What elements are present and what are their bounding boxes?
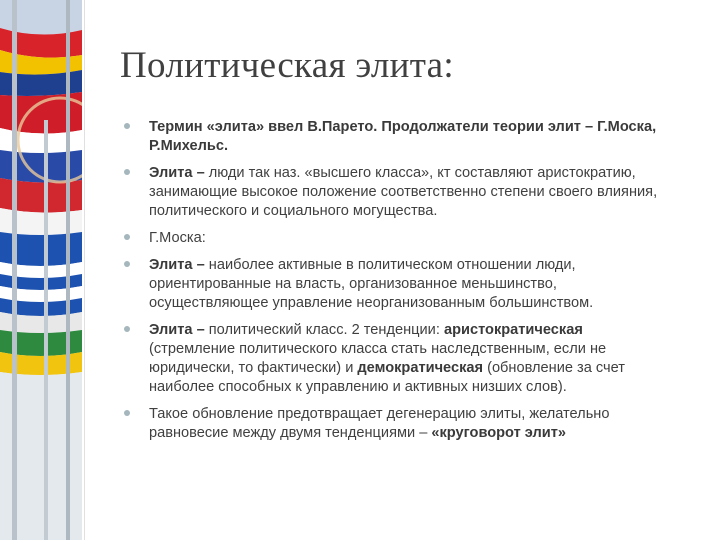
bullet-item (120, 321, 660, 397)
bold-text: Элита – (149, 322, 209, 338)
bullet-item (120, 256, 660, 313)
body-text: (стремление политического класса стать наследственным, если не юридически, то фактически) и (149, 341, 607, 376)
body-text: политический класс. 2 тенденции: (208, 322, 444, 338)
bullet-item (120, 229, 660, 248)
bold-text: «круговорот элит» (431, 425, 567, 441)
bold-text: Элита – (149, 257, 209, 273)
bullet-dot-icon (124, 410, 130, 416)
divider-line (84, 0, 85, 540)
bold-text: демократическая (357, 360, 484, 376)
body-text: (обновление за счет наиболее способных к управлению и активных низших слов). (149, 360, 625, 395)
bullet-dot-icon (124, 326, 130, 332)
bullet-list (120, 118, 660, 451)
slide-title: Политическая элита: (120, 45, 454, 86)
bold-text: аристократическая (443, 322, 583, 338)
flags-decoration-image (0, 0, 82, 540)
bold-text: Термин «элита» ввел В.Парето. Продолжатели теории элит – Г.Моска, Р.Михельс. (149, 119, 657, 154)
body-text: Такое обновление предотвращает дегенерацию элиты, желательно равновесие между двумя тенденциями – (149, 406, 610, 441)
bold-text: Элита – (149, 165, 209, 181)
body-text: люди так наз. «высшего класса», кт составляют аристократию, занимающие высокое положение соответственно степени своего влияния, политического и социального могущества. (149, 165, 658, 219)
bullet-item (120, 164, 660, 221)
bullet-dot-icon (124, 234, 130, 240)
bullet-dot-icon (124, 261, 130, 267)
bullet-dot-icon (124, 123, 130, 129)
bullet-item (120, 405, 660, 443)
body-text: наиболее активные в политическом отношении люди, ориентированные на власть, организованное меньшинство, осуществляющее управление неорганизованным большинством. (149, 257, 594, 311)
bullet-dot-icon (124, 169, 130, 175)
bullet-item (120, 118, 660, 156)
body-text: Г.Моска: (149, 230, 206, 246)
